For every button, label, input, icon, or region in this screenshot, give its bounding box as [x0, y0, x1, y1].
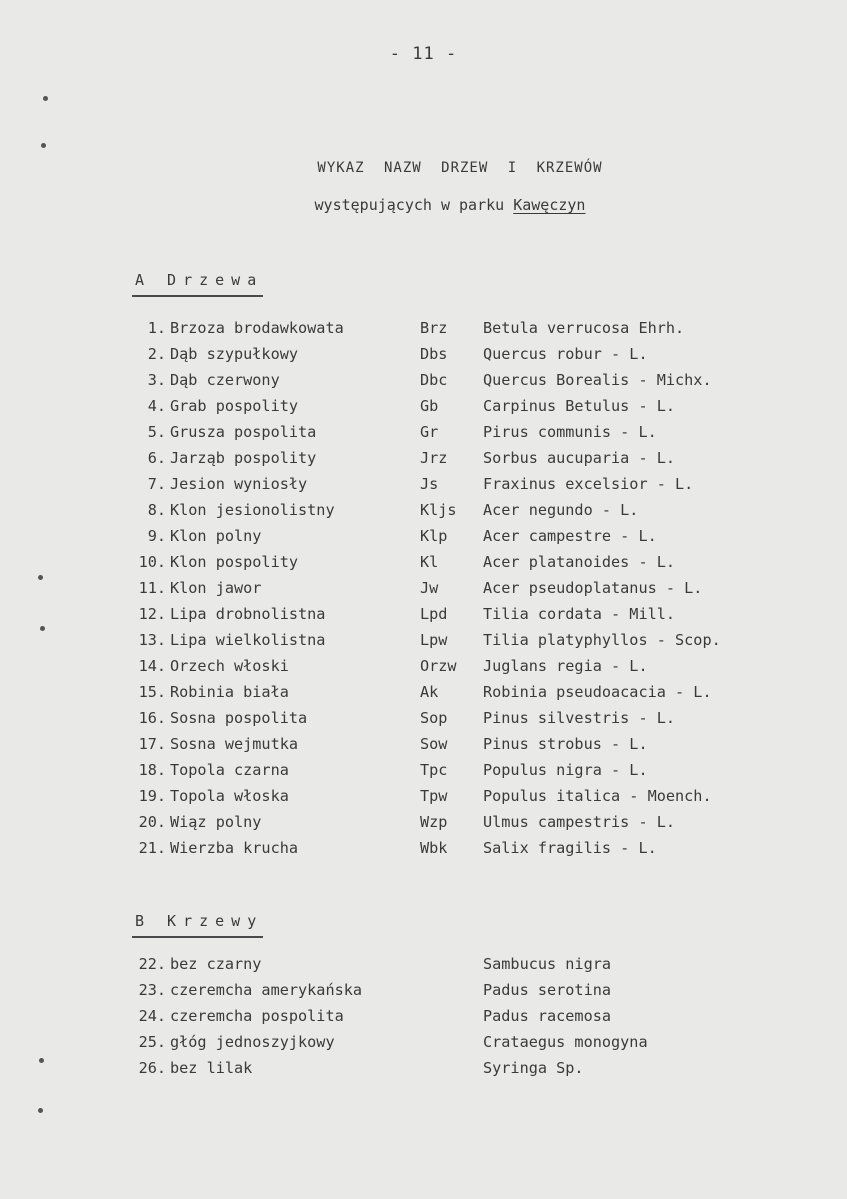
polish-name: Klon pospolity — [170, 553, 299, 571]
latin-name: Acer pseudoplatanus - L. — [483, 579, 703, 597]
species-code: Gr — [420, 423, 439, 441]
item-number: 25. — [138, 1033, 166, 1051]
latin-name: Betula verrucosa Ehrh. — [483, 319, 685, 337]
section-heading-shrubs: B Krzewy — [135, 912, 264, 930]
latin-name: Quercus robur - L. — [483, 345, 648, 363]
list-item — [128, 1059, 808, 1085]
item-number: 8. — [147, 501, 166, 519]
latin-name: Quercus Borealis - Michx. — [483, 371, 712, 389]
item-number: 10. — [138, 553, 166, 571]
species-code: Sop — [420, 709, 448, 727]
polish-name: głóg jednoszyjkowy — [170, 1033, 335, 1051]
shrubs-list — [128, 955, 808, 1085]
list-item — [128, 553, 808, 579]
latin-name: Populus italica - Moench. — [483, 787, 712, 805]
latin-name: Pinus silvestris - L. — [483, 709, 676, 727]
polish-name: Jesion wyniosły — [170, 475, 308, 493]
polish-name: Klon jawor — [170, 579, 262, 597]
species-code: Kl — [420, 553, 439, 571]
polish-name: Topola włoska — [170, 787, 289, 805]
list-item — [128, 397, 808, 423]
polish-name: Robinia biała — [170, 683, 289, 701]
latin-name: Padus serotina — [483, 981, 612, 999]
species-code: Klp — [420, 527, 448, 545]
latin-name: Pinus strobus - L. — [483, 735, 648, 753]
list-item — [128, 1033, 808, 1059]
item-number: 19. — [138, 787, 166, 805]
list-item — [128, 709, 808, 735]
latin-name: Acer negundo - L. — [483, 501, 639, 519]
polish-name: Klon jesionolistny — [170, 501, 335, 519]
polish-name: Jarząb pospolity — [170, 449, 317, 467]
latin-name: Populus nigra - L. — [483, 761, 648, 779]
species-code: Lpd — [420, 605, 448, 623]
polish-name: Brzoza brodawkowata — [170, 319, 344, 337]
polish-name: Topola czarna — [170, 761, 289, 779]
species-code: Tpc — [420, 761, 448, 779]
list-item — [128, 501, 808, 527]
list-item — [128, 423, 808, 449]
polish-name: Dąb czerwony — [170, 371, 280, 389]
item-number: 12. — [138, 605, 166, 623]
item-number: 21. — [138, 839, 166, 857]
document-title: WYKAZ NAZW DRZEW I KRZEWÓW — [317, 160, 603, 176]
species-code: Jw — [420, 579, 439, 597]
list-item — [128, 605, 808, 631]
latin-name: Ulmus campestris - L. — [483, 813, 676, 831]
list-item — [128, 787, 808, 813]
document-subtitle — [0, 196, 847, 214]
list-item — [128, 1007, 808, 1033]
polish-name: Wierzba krucha — [170, 839, 299, 857]
item-number: 1. — [147, 319, 166, 337]
latin-name: Fraxinus excelsior - L. — [483, 475, 694, 493]
park-name: Kawęczyn — [513, 196, 586, 214]
item-number: 26. — [138, 1059, 166, 1077]
species-code: Ak — [420, 683, 439, 701]
list-item — [128, 475, 808, 501]
list-item — [128, 579, 808, 605]
item-number: 15. — [138, 683, 166, 701]
polish-name: czeremcha pospolita — [170, 1007, 344, 1025]
list-item — [128, 839, 808, 865]
species-code: Orzw — [420, 657, 457, 675]
polish-name: Lipa wielkolistna — [170, 631, 326, 649]
list-item — [128, 449, 808, 475]
punch-hole-mark — [40, 626, 45, 631]
latin-name: Tilia platyphyllos - Scop. — [483, 631, 721, 649]
item-number: 18. — [138, 761, 166, 779]
item-number: 7. — [147, 475, 166, 493]
punch-hole-mark — [38, 1108, 43, 1113]
latin-name: Tilia cordata - Mill. — [483, 605, 676, 623]
list-item — [128, 813, 808, 839]
species-code: Brz — [420, 319, 448, 337]
latin-name: Acer campestre - L. — [483, 527, 657, 545]
list-item — [128, 319, 808, 345]
polish-name: Grab pospolity — [170, 397, 299, 415]
polish-name: czeremcha amerykańska — [170, 981, 363, 999]
polish-name: bez lilak — [170, 1059, 253, 1077]
polish-name: Sosna pospolita — [170, 709, 308, 727]
polish-name: Wiąz polny — [170, 813, 262, 831]
polish-name: Dąb szypułkowy — [170, 345, 299, 363]
section-heading-trees: A Drzewa — [135, 271, 264, 289]
item-number: 2. — [147, 345, 166, 363]
punch-hole-mark — [38, 575, 43, 580]
latin-name: Syringa Sp. — [483, 1059, 584, 1077]
polish-name: Grusza pospolita — [170, 423, 317, 441]
latin-name: Carpinus Betulus - L. — [483, 397, 676, 415]
species-code: Dbs — [420, 345, 448, 363]
item-number: 11. — [138, 579, 166, 597]
polish-name: Klon polny — [170, 527, 262, 545]
item-number: 22. — [138, 955, 166, 973]
species-code: Wzp — [420, 813, 448, 831]
species-code: Kljs — [420, 501, 457, 519]
latin-name: Sambucus nigra — [483, 955, 612, 973]
item-number: 6. — [147, 449, 166, 467]
list-item — [128, 761, 808, 787]
punch-hole-mark — [43, 96, 48, 101]
item-number: 9. — [147, 527, 166, 545]
polish-name: Lipa drobnolistna — [170, 605, 326, 623]
item-number: 16. — [138, 709, 166, 727]
item-number: 23. — [138, 981, 166, 999]
item-number: 13. — [138, 631, 166, 649]
latin-name: Pirus communis - L. — [483, 423, 657, 441]
trees-list — [128, 319, 808, 865]
latin-name: Crataegus monogyna — [483, 1033, 648, 1051]
polish-name: Orzech włoski — [170, 657, 289, 675]
item-number: 4. — [147, 397, 166, 415]
list-item — [128, 657, 808, 683]
item-number: 14. — [138, 657, 166, 675]
species-code: Dbc — [420, 371, 448, 389]
item-number: 3. — [147, 371, 166, 389]
list-item — [128, 345, 808, 371]
list-item — [128, 683, 808, 709]
latin-name: Acer platanoides - L. — [483, 553, 676, 571]
latin-name: Salix fragilis - L. — [483, 839, 657, 857]
latin-name: Robinia pseudoacacia - L. — [483, 683, 712, 701]
list-item — [128, 981, 808, 1007]
list-item — [128, 371, 808, 397]
item-number: 24. — [138, 1007, 166, 1025]
item-number: 5. — [147, 423, 166, 441]
latin-name: Padus racemosa — [483, 1007, 612, 1025]
latin-name: Juglans regia - L. — [483, 657, 648, 675]
item-number: 17. — [138, 735, 166, 753]
subtitle-text: występujących w parku — [314, 196, 505, 214]
punch-hole-mark — [41, 143, 46, 148]
list-item — [128, 955, 808, 981]
species-code: Tpw — [420, 787, 448, 805]
list-item — [128, 735, 808, 761]
polish-name: Sosna wejmutka — [170, 735, 299, 753]
punch-hole-mark — [39, 1058, 44, 1063]
species-code: Js — [420, 475, 439, 493]
species-code: Jrz — [420, 449, 448, 467]
polish-name: bez czarny — [170, 955, 262, 973]
item-number: 20. — [138, 813, 166, 831]
list-item — [128, 631, 808, 657]
species-code: Gb — [420, 397, 439, 415]
list-item — [128, 527, 808, 553]
species-code: Sow — [420, 735, 448, 753]
species-code: Wbk — [420, 839, 448, 857]
page-number: - 11 - — [389, 44, 458, 64]
species-code: Lpw — [420, 631, 448, 649]
latin-name: Sorbus aucuparia - L. — [483, 449, 676, 467]
